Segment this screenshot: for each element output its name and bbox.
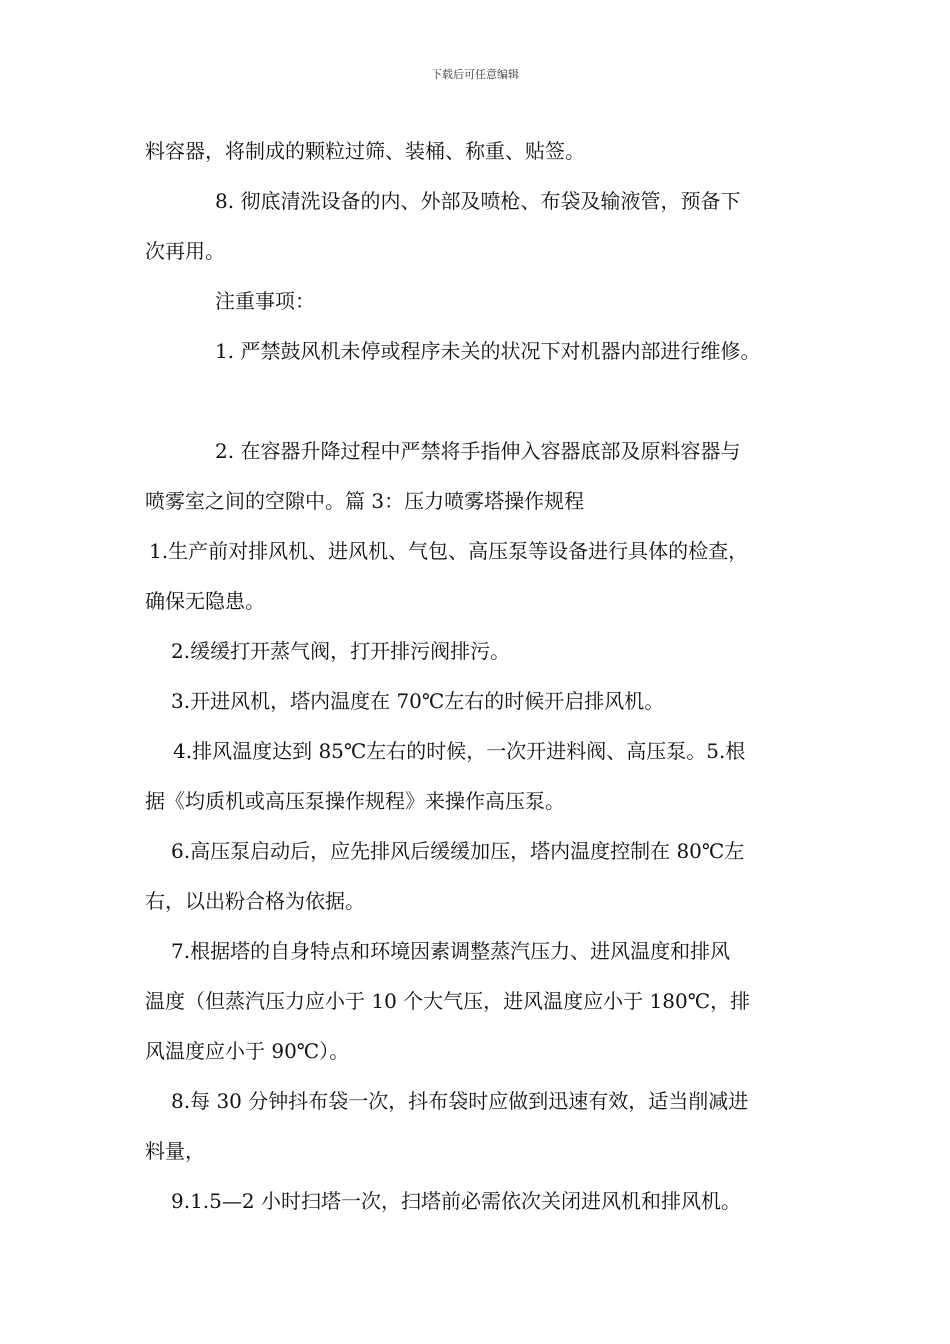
- text-line: 7.根据塔的自身特点和环境因素调整蒸汽压力、进风温度和排风: [171, 939, 731, 963]
- blank-line: [145, 381, 825, 431]
- text-line: 次再用。: [145, 239, 225, 263]
- text-line: 4.排风温度达到 85℃左右的时候，一次开进料阀、高压泵。5.根: [173, 739, 746, 763]
- text-line: 据《均质机或高压泵操作规程》来操作高压泵。: [145, 789, 565, 813]
- text-line: 2.缓缓打开蒸气阀，打开排污阀排污。: [171, 639, 511, 663]
- text-line: 9.1.5—2 小时扫塔一次，扫塔前必需依次关闭进风机和排风机。: [171, 1189, 741, 1213]
- page-header: 下载后可任意编辑: [431, 68, 519, 81]
- text-line: 风温度应小于 90℃）。: [145, 1039, 350, 1063]
- text-line: 确保无隐患。: [145, 589, 265, 613]
- text-line: 喷雾室之间的空隙中。篇 3：压力喷雾塔操作规程: [145, 489, 585, 513]
- text-line: 3.开进风机，塔内温度在 70℃左右的时候开启排风机。: [171, 689, 665, 713]
- text-line: 2. 在容器升降过程中严禁将手指伸入容器底部及原料容器与: [215, 439, 741, 463]
- section-heading: 注重事项：: [215, 289, 315, 313]
- text-line: 1.生产前对排风机、进风机、气包、高压泵等设备进行具体的检查，: [149, 539, 749, 563]
- text-line: 8. 彻底清洗设备的内、外部及喷枪、布袋及输液管，预备下: [215, 189, 741, 213]
- text-line: 右，以出粉合格为依据。: [145, 889, 365, 913]
- text-line: 8.每 30 分钟抖布袋一次，抖布袋时应做到迅速有效，适当削减进: [171, 1089, 749, 1113]
- text-line: 料量，: [145, 1139, 205, 1163]
- text-line: 6.高压泵启动后，应先排风后缓缓加压，塔内温度控制在 80℃左: [171, 839, 745, 863]
- text-line: 温度（但蒸汽压力应小于 10 个大气压，进风温度应小于 180℃，排: [145, 989, 751, 1013]
- text-line: 1. 严禁鼓风机未停或程序未关的状况下对机器内部进行维修。: [215, 339, 761, 363]
- document-body: [145, 131, 825, 1231]
- text-line: 料容器，将制成的颗粒过筛、装桶、称重、贴签。: [145, 139, 585, 163]
